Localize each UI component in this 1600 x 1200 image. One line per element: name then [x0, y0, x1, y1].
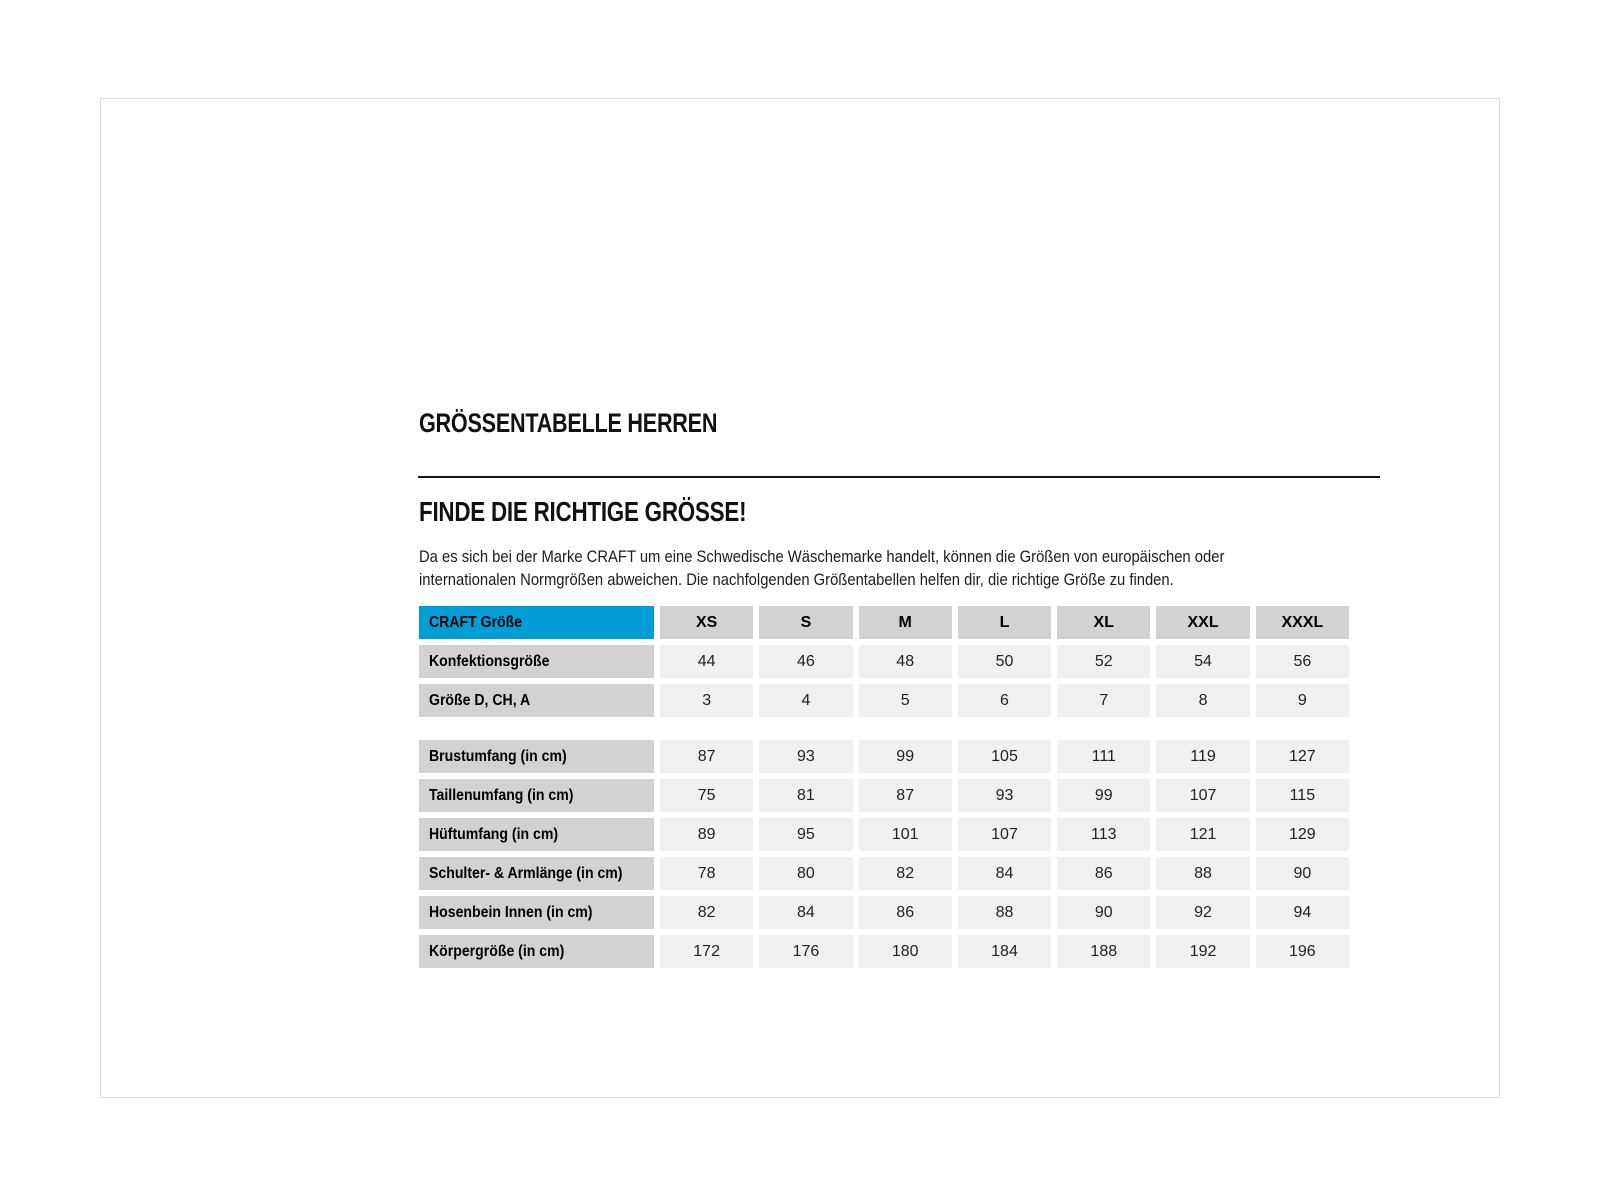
headline: FINDE DIE RICHTIGE GRÖSSE!: [419, 496, 747, 527]
table-row-value: 172: [660, 935, 753, 968]
table-header-size-xl: XL: [1057, 606, 1150, 639]
table-row-value: 56: [1256, 645, 1349, 678]
table-row-label: Konfektionsgröße: [419, 645, 654, 678]
size-chart-table: [419, 606, 1349, 968]
table-row-value: 3: [660, 684, 753, 717]
table-row-value: 121: [1156, 818, 1249, 851]
intro-text-line-2: internationalen Normgrößen abweichen. Die nachfolgenden Größentabellen helfen dir, die richtige Größe zu finden.: [419, 570, 1174, 589]
table-header-size-xxxl: XXXL: [1256, 606, 1349, 639]
table-row-value: 115: [1256, 779, 1349, 812]
table-row-value: 78: [660, 857, 753, 890]
table-row-label: Hosenbein Innen (in cm): [419, 896, 654, 929]
table-row-value: 86: [1057, 857, 1150, 890]
table-row-value: 90: [1057, 896, 1150, 929]
table-row-value: 87: [660, 740, 753, 773]
table-header-size-m: M: [859, 606, 952, 639]
table-row-value: 44: [660, 645, 753, 678]
section-divider: [418, 476, 1380, 478]
table-row-value: 7: [1057, 684, 1150, 717]
table-row-value: 107: [1156, 779, 1249, 812]
table-row-value: 88: [1156, 857, 1249, 890]
table-row-value: 52: [1057, 645, 1150, 678]
table-header-size-xxl: XXL: [1156, 606, 1249, 639]
table-header-size-s: S: [759, 606, 852, 639]
table-row-label: Brustumfang (in cm): [419, 740, 654, 773]
table-row-value: 90: [1256, 857, 1349, 890]
content-frame: [100, 98, 1500, 1098]
table-row-label: Schulter- & Armlänge (in cm): [419, 857, 654, 890]
table-row-label: Größe D, CH, A: [419, 684, 654, 717]
table-row-value: 50: [958, 645, 1051, 678]
table-row-value: 180: [859, 935, 952, 968]
intro-text-line-1: Da es sich bei der Marke CRAFT um eine Schwedische Wäschemarke handelt, können die Größen von europäischen oder: [419, 547, 1225, 566]
table-row-value: 107: [958, 818, 1051, 851]
table-row-value: 89: [660, 818, 753, 851]
table-row-value: 6: [958, 684, 1051, 717]
table-row-value: 111: [1057, 740, 1150, 773]
table-row-value: 101: [859, 818, 952, 851]
table-row-value: 188: [1057, 935, 1150, 968]
table-row-value: 93: [759, 740, 852, 773]
table-row-value: 4: [759, 684, 852, 717]
table-row-value: 75: [660, 779, 753, 812]
table-row-value: 105: [958, 740, 1051, 773]
table-row-value: 99: [1057, 779, 1150, 812]
table-row-value: 84: [958, 857, 1051, 890]
table-group-spacer: [419, 723, 1349, 734]
table-row-value: 196: [1256, 935, 1349, 968]
table-row-value: 176: [759, 935, 852, 968]
table-row-value: 119: [1156, 740, 1249, 773]
table-row-value: 8: [1156, 684, 1249, 717]
table-row-value: 87: [859, 779, 952, 812]
table-row-value: 95: [759, 818, 852, 851]
intro-paragraph: [419, 545, 1224, 591]
table-row-value: 129: [1256, 818, 1349, 851]
table-row-value: 46: [759, 645, 852, 678]
table-row-value: 88: [958, 896, 1051, 929]
table-row-value: 99: [859, 740, 952, 773]
table-header-size-l: L: [958, 606, 1051, 639]
table-header-craft-size: CRAFT Größe: [419, 606, 654, 639]
table-row-label: Körpergröße (in cm): [419, 935, 654, 968]
table-header-size-xs: XS: [660, 606, 753, 639]
table-row-value: 5: [859, 684, 952, 717]
table-row-value: 80: [759, 857, 852, 890]
table-row-value: 184: [958, 935, 1051, 968]
table-row-value: 82: [859, 857, 952, 890]
table-row-value: 84: [759, 896, 852, 929]
table-row-value: 93: [958, 779, 1051, 812]
section-title: GRÖSSENTABELLE HERREN: [419, 408, 718, 438]
table-row-value: 113: [1057, 818, 1150, 851]
table-row-value: 9: [1256, 684, 1349, 717]
table-row-value: 82: [660, 896, 753, 929]
table-row-value: 127: [1256, 740, 1349, 773]
table-row-value: 92: [1156, 896, 1249, 929]
table-row-value: 54: [1156, 645, 1249, 678]
table-row-value: 48: [859, 645, 952, 678]
table-row-value: 86: [859, 896, 952, 929]
table-row-value: 81: [759, 779, 852, 812]
table-row-label: Hüftumfang (in cm): [419, 818, 654, 851]
table-row-value: 94: [1256, 896, 1349, 929]
table-row-value: 192: [1156, 935, 1249, 968]
table-row-label: Taillenumfang (in cm): [419, 779, 654, 812]
